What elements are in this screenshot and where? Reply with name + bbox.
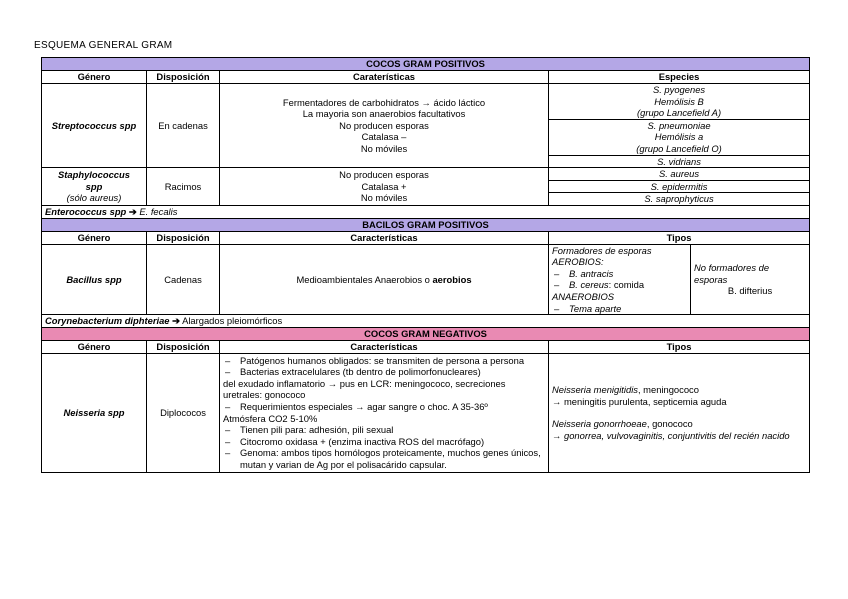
arrow-icon: ➔ [128, 205, 137, 217]
band-cocos-gram-positivos: COCOS GRAM POSITIVOS [42, 58, 810, 71]
list-item: – B. cereus: comida [552, 279, 687, 291]
note-row: Corynebacterium diphteriae ➔ Alargados pleiomórficos [42, 315, 810, 328]
characteristics: Fermentadores de carbohidratos → ácido láctico La mayoria son anaerobios facultativos No producen esporas Catalasa – No móviles [220, 84, 549, 168]
table-row [42, 168, 810, 181]
list-item: – B. antracis [552, 268, 687, 280]
characteristics: No producen esporas Catalasa + No móviles [220, 168, 549, 206]
header-row: Género Disposición Características Tipos [42, 340, 810, 353]
table-row [42, 84, 810, 120]
list-item: – Genoma: ambos tipos homólogos proteicamente, muchos genes únicos, mutan y varian de Ag por el polisacárido capsular. [223, 447, 545, 470]
list-item: – Tienen pili para: adhesión, pili sexual [223, 424, 545, 436]
list-item: – Citocromo oxidasa + (enzima inactiva ROS del macrófago) [223, 436, 545, 448]
list-item: – Patógenos humanos obligados: se transmiten de persona a persona [223, 355, 545, 367]
arrow-icon: ➔ [172, 315, 180, 327]
gram-scheme-table [41, 57, 810, 473]
list-item: – Tema aparte [552, 303, 687, 315]
table-row [42, 244, 810, 315]
list-item: – Bacterias extracelulares (tb dentro de polimorfonucleares) [223, 366, 545, 378]
note-row: Enterococcus spp ➔ E. fecalis [42, 205, 810, 218]
species-cell: S. saprophyticus [549, 193, 810, 206]
tipos-neisseria: Neisseria menigitidis, meningococo → meningitis purulenta, septicemia aguda Neisseria gonorrhoeae, gonococo → gonorrea, vulvovaginitis, conjuntivitis del recién nacido [549, 353, 810, 472]
tipos-no-formadores: No formadores de esporas B. difterius [691, 244, 810, 315]
genus-streptococcus: Streptococcus spp [42, 84, 147, 168]
list-item: – Requerimientos especiales → agar sangre o choc. A 35-36º [223, 401, 545, 413]
species-cell: S. pneumoniae Hemólisis a (grupo Lancefield O) [549, 119, 810, 155]
header-row: Género Disposición Características Tipos [42, 231, 810, 244]
header-row: Género Disposición Caraterísticas Especies [42, 71, 810, 84]
arrangement: Cadenas [147, 244, 220, 315]
species-cell: S. epidermitis [549, 180, 810, 193]
band-cocos-gram-negativos: COCOS GRAM NEGATIVOS [42, 327, 810, 340]
table-row [42, 353, 810, 472]
genus-staphylococcus: Staphylococcus spp (sólo aureus) [42, 168, 147, 206]
band-bacilos-gram-positivos: BACILOS GRAM POSITIVOS [42, 218, 810, 231]
species-cell: S. aureus [549, 168, 810, 181]
arrangement: En cadenas [147, 84, 220, 168]
document-title: ESQUEMA GENERAL GRAM [34, 40, 173, 51]
genus-neisseria: Neisseria spp [42, 353, 147, 472]
characteristics: Medioambientales Anaerobios o aerobios [220, 244, 549, 315]
tipos-formadores: Formadores de esporas AEROBIOS: – B. antracis – B. cereus: comida ANAEROBIOS – Tema aparte [549, 244, 691, 315]
species-cell: S. pyogenes Hemólisis B (grupo Lancefield A) [549, 84, 810, 120]
genus-bacillus: Bacillus spp [42, 244, 147, 315]
arrangement: Racimos [147, 168, 220, 206]
characteristics: – Patógenos humanos obligados: se transmiten de persona a persona – Bacterias extracelulares (tb dentro de polimorfonucleares) del exudado inflamatorio → pus en LCR: meningococo, secreciones uretrales: gonococo – Requerimientos especiales → agar sangre o choc. A 35-36º Atmósfera CO2 5-10% – Tienen pili para: adhesión, pili sexual – Citocromo oxidasa + (enzima inactiva ROS del macrófago) – Genoma: ambos tipos homólogos proteicamente, muchos genes únicos, mutan y varian de Ag por el polisacárido capsular. [220, 353, 549, 472]
species-cell: S. vidrians [549, 155, 810, 168]
arrangement: Diplococos [147, 353, 220, 472]
